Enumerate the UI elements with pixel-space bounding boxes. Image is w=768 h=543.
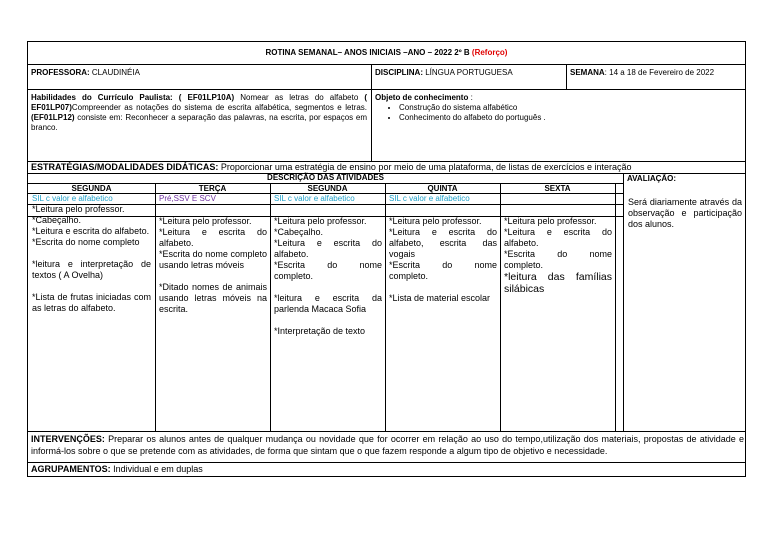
intervencoes-row: [27, 431, 746, 463]
day-sub-thursday: SIL c valor e alfabetico: [389, 194, 470, 203]
title-row: [27, 41, 746, 65]
activities-monday: [32, 204, 151, 314]
activities-friday: [504, 216, 612, 295]
activity-item: *Cabeçalho.: [32, 215, 82, 225]
atividades-title: DESCRIÇÃO DAS ATIVIDADES: [267, 173, 384, 182]
atividades-block: [27, 173, 746, 432]
activity-item: *Interpretação de texto: [274, 326, 366, 336]
activities-thursday: [389, 216, 497, 304]
activity-item: *Leitura pelo professor.: [389, 216, 482, 226]
activity-item: *Leitura pelo professor.: [32, 204, 125, 214]
title-main: ROTINA SEMANAL– ANOS INICIAIS –ANO – 2022 2º B: [265, 48, 470, 57]
semana-label: SEMANA: [570, 68, 605, 77]
objeto-conhecimento: [375, 93, 735, 123]
objeto-list: [375, 103, 735, 123]
objeto-colon: :: [468, 93, 473, 102]
avaliacao-text: Será diariamente através da observação e participação dos alunos.: [628, 197, 742, 229]
habilidades-row: [27, 89, 746, 162]
agrupamentos-text: [31, 463, 203, 475]
activity-item: *leitura e interpretação de textos ( A Ovelha): [32, 259, 151, 280]
habilidades-text: [31, 93, 367, 133]
activity-item: *Ditado nomes de animais usando letras móveis na escrita.: [159, 282, 267, 314]
activity-item: *leitura das famílias silábicas: [504, 271, 612, 295]
activity-item: *Leitura e escrita do alfabeto, escrita das vogais: [389, 227, 497, 259]
habilidades-text-2: Compreender as notações do sistema de escrita alfabética, segmentos e letras.: [71, 103, 367, 112]
semana-field: [570, 68, 714, 78]
habilidades-code-1: ( EF01LP10A): [178, 93, 235, 102]
disciplina-field: [375, 68, 513, 78]
list-item: • Conhecimento do alfabeto do português .: [399, 113, 735, 123]
activity-item: *Leitura e escrita do alfabeto.: [274, 238, 382, 259]
header-row: [27, 64, 746, 90]
estrategias-label: ESTRATÉGIAS/MODALIDADES DIDÁTICAS:: [31, 162, 219, 172]
habilidades-label: Habilidades do Currículo Paulista:: [31, 93, 173, 102]
page-title: [28, 48, 745, 58]
activity-item: *Leitura pelo professor.: [274, 216, 367, 226]
professora-label: PROFESSORA:: [31, 68, 90, 77]
professora-value: CLAUDINÉIA: [91, 68, 140, 77]
activity-item: *Leitura pelo professor.: [159, 216, 252, 226]
day-name-monday: SEGUNDA: [71, 184, 112, 193]
day-sub-wednesday: SIL c valor e alfabetico: [274, 194, 355, 203]
estrategias-value: Proporcionar uma estratégia de ensino por meio de uma plataforma, de listas de exercícios e interação: [218, 162, 632, 172]
day-sub-tuesday: Pré,SSV E SCV: [159, 194, 216, 203]
activity-item: *Cabeçalho.: [274, 227, 324, 237]
activity-item: *Lista de frutas iniciadas com as letras do alfabeto.: [32, 292, 151, 313]
disciplina-value: LÍNGUA PORTUGUESA: [425, 68, 513, 77]
professora-field: [31, 68, 140, 78]
day-sub-monday: SIL c valor e alfabetico: [32, 194, 113, 203]
estrategias-text: [31, 161, 632, 173]
activity-item: *Lista de material escolar: [389, 293, 491, 303]
weekly-routine-document: [27, 41, 746, 478]
activity-item: *Escrita do nome completo.: [274, 260, 382, 281]
activities-wednesday: [274, 216, 382, 337]
activity-item: *Leitura e escrita do alfabeto.: [504, 227, 612, 248]
activity-item: *Escrita do nome completo: [32, 237, 140, 247]
habilidades-text-3: consiste em: Reconhecer a separação das palavras, na escrita, por espaços em branco.: [31, 113, 367, 132]
activity-item: *Leitura pelo professor.: [504, 216, 597, 226]
agrupamentos-label: AGRUPAMENTOS:: [31, 464, 111, 474]
activity-item: *Escrita do nome completo usando letras móveis: [159, 249, 267, 270]
title-highlight: (Reforço): [471, 48, 508, 57]
semana-value: : 14 a 18 de Fevereiro de 2022: [604, 68, 715, 77]
day-name-wednesday: SEGUNDA: [307, 184, 348, 193]
day-name-thursday: QUINTA: [427, 184, 458, 193]
intervencoes-text: [31, 433, 744, 457]
activity-item: *Leitura e escrita do alfabeto.: [159, 227, 267, 248]
intervencoes-label: INTERVENÇÕES:: [31, 434, 105, 444]
activities-tuesday: [159, 216, 267, 315]
habilidades-code-3: (EF01LP12): [31, 113, 75, 122]
activity-item: *Escrita do nome completo.: [389, 260, 497, 281]
activity-item: *Escrita do nome completo.: [504, 249, 612, 270]
disciplina-label: DISCIPLINA:: [375, 68, 423, 77]
habilidades-code-2: ( EF01LP07): [31, 93, 368, 112]
agrupamentos-value: Individual e em duplas: [110, 464, 203, 474]
activity-item: *leitura e escrita da parlenda Macaca Sofia: [274, 293, 382, 314]
objeto-label: Objeto de conhecimento: [375, 93, 469, 102]
avaliacao-title: AVALIAÇÃO:: [627, 174, 677, 183]
day-name-friday: SEXTA: [544, 184, 571, 193]
activity-item: *Leitura e escrita do alfabeto.: [32, 226, 150, 236]
list-item: • Construção do sistema alfabético: [399, 103, 735, 113]
day-name-tuesday: TERÇA: [198, 184, 227, 193]
habilidades-text-1: Nomear as letras do alfabeto: [234, 93, 359, 102]
intervencoes-value: Preparar os alunos antes de qualquer mudança ou novidade que for ocorrer em relação ao uso do tempo,utilização dos materiais, propostas de atividade e informá-los sobre o que se pretende com as atividades, de forma que sintam que o que fazem responde a algum tipo de objetivo e necessidade.: [31, 434, 744, 456]
agrupamentos-row: [27, 462, 746, 477]
